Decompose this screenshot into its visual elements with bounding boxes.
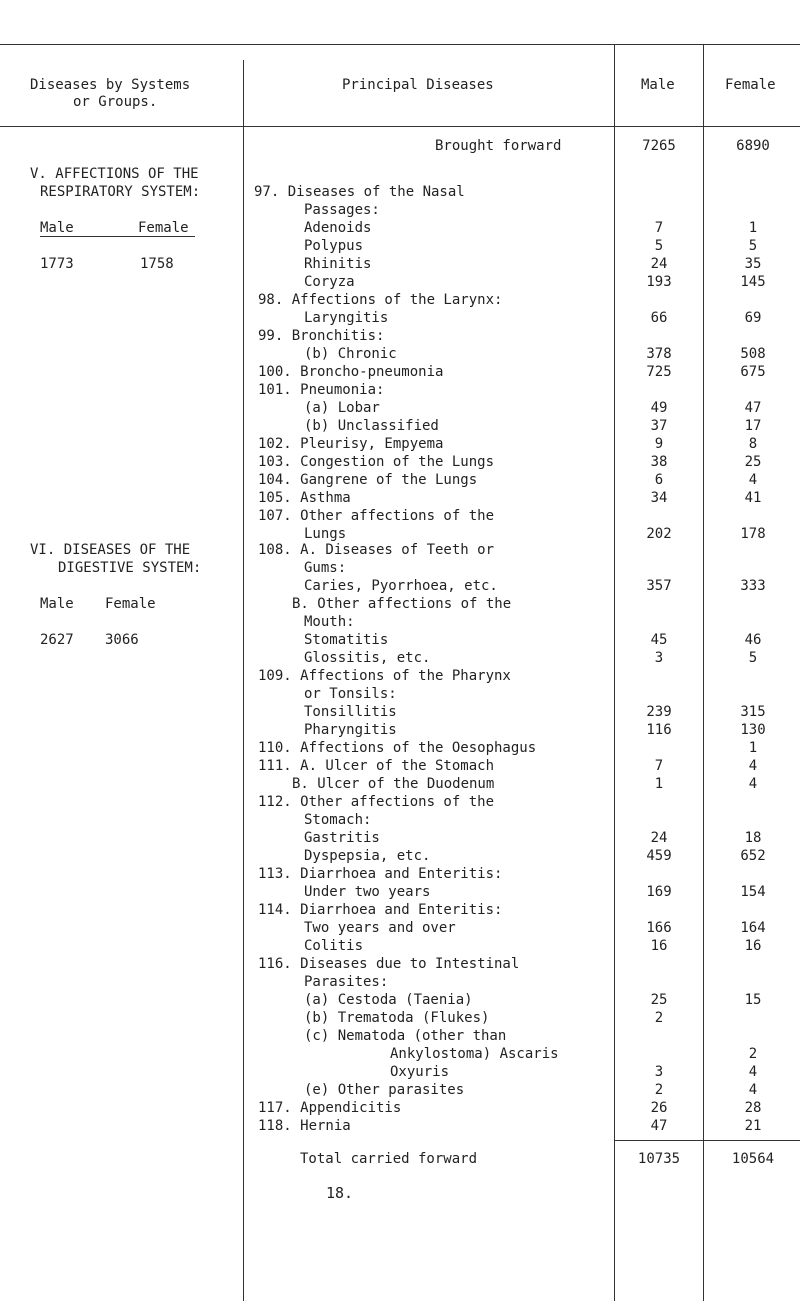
group-respiratory-underline [40, 236, 195, 237]
group-respiratory-title-1: V. AFFECTIONS OF THE [30, 166, 199, 182]
disease-label: Stomatitis [304, 632, 389, 648]
disease-label: 99. Bronchitis: [258, 328, 385, 344]
male-count: 24 [650, 830, 668, 846]
disease-label: Dyspepsia, etc. [304, 848, 431, 864]
group-digestive-female-label: Female [105, 596, 156, 612]
male-count: 116 [646, 722, 672, 738]
male-count: 357 [646, 578, 672, 594]
disease-label: or Tonsils: [304, 686, 397, 702]
male-count: 3 [654, 650, 664, 666]
disease-label: Adenoids [304, 220, 372, 236]
disease-label: Ankylostoma) Ascaris [390, 1046, 559, 1062]
female-count: 315 [740, 704, 766, 720]
male-count: 166 [646, 920, 672, 936]
page-number: 18. [326, 1184, 354, 1202]
disease-label: Coryza [304, 274, 355, 290]
header-male: Male [641, 77, 675, 93]
female-count: 1 [748, 220, 758, 236]
group-respiratory-male: 1773 [40, 256, 74, 272]
disease-label: Stomach: [304, 812, 372, 828]
female-count: 675 [740, 364, 766, 380]
disease-label: (b) Chronic [304, 346, 397, 362]
disease-label: Oxyuris [390, 1064, 450, 1080]
male-count: 45 [650, 632, 668, 648]
male-count: 7 [654, 758, 664, 774]
female-count: 8 [748, 436, 758, 452]
male-count: 239 [646, 704, 672, 720]
male-count: 169 [646, 884, 672, 900]
disease-label: 107. Other affections of the [258, 508, 495, 524]
disease-label: 113. Diarrhoea and Enteritis: [258, 866, 503, 882]
disease-label: 110. Affections of the Oesophagus [258, 740, 537, 756]
disease-label: (b) Unclassified [304, 418, 439, 434]
disease-label: Colitis [304, 938, 364, 954]
disease-label: Mouth: [304, 614, 355, 630]
female-count: 508 [740, 346, 766, 362]
disease-label: Tonsillitis [304, 704, 397, 720]
group-respiratory-female: 1758 [140, 256, 174, 272]
header-rule [0, 126, 800, 127]
male-count: 7 [654, 220, 664, 236]
disease-label: Parasites: [304, 974, 389, 990]
group-digestive-female: 3066 [105, 632, 139, 648]
male-count: 5 [654, 238, 664, 254]
disease-label: Passages: [304, 202, 380, 218]
disease-label: 114. Diarrhoea and Enteritis: [258, 902, 503, 918]
female-count: 5 [748, 650, 758, 666]
disease-label: B. Ulcer of the Duodenum [292, 776, 495, 792]
female-count: 333 [740, 578, 766, 594]
disease-label: Glossitis, etc. [304, 650, 431, 666]
disease-label: 98. Affections of the Larynx: [258, 292, 503, 308]
male-count: 9 [654, 436, 664, 452]
male-count: 2 [654, 1010, 664, 1026]
disease-label: (a) Cestoda (Taenia) [304, 992, 473, 1008]
header-principal-diseases: Principal Diseases [342, 77, 494, 93]
disease-label: Two years and over [304, 920, 456, 936]
male-count: 25 [650, 992, 668, 1008]
group-digestive-title-2: DIGESTIVE SYSTEM: [58, 560, 202, 576]
carried-forward-label: Total carried forward [300, 1151, 478, 1167]
male-count: 6 [654, 472, 664, 488]
disease-label: 112. Other affections of the [258, 794, 495, 810]
disease-label: Gastritis [304, 830, 380, 846]
disease-label: 97. Diseases of the Nasal [254, 184, 465, 200]
female-count: 178 [740, 526, 766, 542]
disease-label: Gums: [304, 560, 347, 576]
female-count: 652 [740, 848, 766, 864]
group-respiratory-title-2: RESPIRATORY SYSTEM: [40, 184, 201, 200]
disease-label: 116. Diseases due to Intestinal [258, 956, 520, 972]
male-count: 3 [654, 1064, 664, 1080]
female-count: 4 [748, 776, 758, 792]
male-count: 26 [650, 1100, 668, 1116]
disease-label: 117. Appendicitis [258, 1100, 402, 1116]
disease-label: 108. A. Diseases of Teeth or [258, 542, 495, 558]
female-count: 35 [744, 256, 762, 272]
disease-label: (b) Trematoda (Flukes) [304, 1010, 490, 1026]
male-count: 24 [650, 256, 668, 272]
male-count: 37 [650, 418, 668, 434]
female-count: 145 [740, 274, 766, 290]
header-female: Female [725, 77, 776, 93]
female-count: 1 [748, 740, 758, 756]
brought-forward-female: 6890 [736, 138, 770, 154]
female-count: 2 [748, 1046, 758, 1062]
brought-forward-male: 7265 [642, 138, 676, 154]
female-count: 47 [744, 400, 762, 416]
male-count: 193 [646, 274, 672, 290]
disease-label: 102. Pleurisy, Empyema [258, 436, 444, 452]
female-count: 25 [744, 454, 762, 470]
male-count: 16 [650, 938, 668, 954]
col-divider-1 [243, 60, 244, 1301]
disease-label: 103. Congestion of the Lungs [258, 454, 495, 470]
male-count: 725 [646, 364, 672, 380]
male-count: 38 [650, 454, 668, 470]
disease-label: B. Other affections of the [292, 596, 512, 612]
female-count: 130 [740, 722, 766, 738]
female-count: 4 [748, 758, 758, 774]
disease-label: 111. A. Ulcer of the Stomach [258, 758, 495, 774]
female-count: 4 [748, 1082, 758, 1098]
male-count: 459 [646, 848, 672, 864]
header-groups-line1: Diseases by Systems [30, 77, 191, 93]
disease-label: Pharyngitis [304, 722, 397, 738]
female-count: 46 [744, 632, 762, 648]
group-digestive-male-label: Male [40, 596, 74, 612]
disease-label: Laryngitis [304, 310, 389, 326]
brought-forward-label: Brought forward [435, 138, 562, 154]
disease-label: Rhinitis [304, 256, 372, 272]
disease-label: 105. Asthma [258, 490, 351, 506]
disease-label: (c) Nematoda (other than [304, 1028, 507, 1044]
male-count: 66 [650, 310, 668, 326]
top-rule [0, 44, 800, 45]
male-count: 202 [646, 526, 672, 542]
disease-label: (a) Lobar [304, 400, 380, 416]
female-count: 4 [748, 1064, 758, 1080]
group-respiratory-female-label: Female [138, 220, 189, 236]
group-digestive-male: 2627 [40, 632, 74, 648]
male-count: 378 [646, 346, 672, 362]
carried-forward-male: 10735 [637, 1151, 681, 1167]
disease-label: 104. Gangrene of the Lungs [258, 472, 478, 488]
male-count: 49 [650, 400, 668, 416]
disease-label: Lungs [304, 526, 347, 542]
female-count: 69 [744, 310, 762, 326]
female-count: 16 [744, 938, 762, 954]
female-count: 154 [740, 884, 766, 900]
header-groups-line2: or Groups. [73, 94, 158, 110]
disease-label: 101. Pneumonia: [258, 382, 385, 398]
total-rule [614, 1140, 800, 1141]
female-count: 164 [740, 920, 766, 936]
female-count: 17 [744, 418, 762, 434]
female-count: 5 [748, 238, 758, 254]
disease-label: Under two years [304, 884, 431, 900]
male-count: 2 [654, 1082, 664, 1098]
group-digestive-title-1: VI. DISEASES OF THE [30, 542, 191, 558]
group-respiratory-male-label: Male [40, 220, 74, 236]
disease-label: Caries, Pyorrhoea, etc. [304, 578, 498, 594]
female-count: 4 [748, 472, 758, 488]
carried-forward-female: 10564 [731, 1151, 775, 1167]
female-count: 21 [744, 1118, 762, 1134]
disease-label: Polypus [304, 238, 364, 254]
disease-label: 109. Affections of the Pharynx [258, 668, 511, 684]
female-count: 15 [744, 992, 762, 1008]
female-count: 18 [744, 830, 762, 846]
male-count: 47 [650, 1118, 668, 1134]
male-count: 1 [654, 776, 664, 792]
disease-label: 118. Hernia [258, 1118, 351, 1134]
disease-label: 100. Broncho-pneumonia [258, 364, 444, 380]
female-count: 28 [744, 1100, 762, 1116]
disease-label: (e) Other parasites [304, 1082, 465, 1098]
female-count: 41 [744, 490, 762, 506]
male-count: 34 [650, 490, 668, 506]
